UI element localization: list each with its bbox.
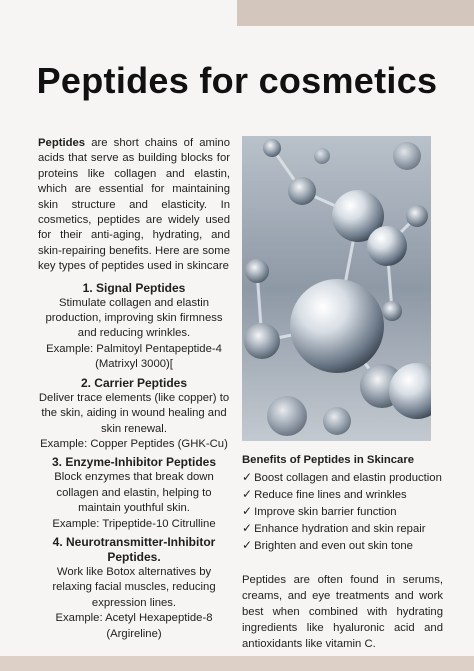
peptide-type-description: Work like Botox alternatives by relaxing facial muscles, reducing expression lines. xyxy=(52,565,216,609)
benefit-text: Enhance hydration and skin repair xyxy=(254,523,426,535)
peptide-type-heading: 2. Carrier Peptides xyxy=(80,375,188,390)
benefit-text: Boost collagen and elastin production xyxy=(254,472,442,484)
intro-text: are short chains of amino acids that serve as building blocks for proteins like collagen and elastin, which are essential for maintaining skin structure and elasticity. In cosmetics, peptides are widely used for their anti-aging, hydrating, and skin-repairing benefits. Here are some key types of peptides used in skincare xyxy=(38,137,230,273)
molecule-spheres-image xyxy=(242,136,431,441)
top-accent-bar xyxy=(237,0,474,26)
peptide-type-example: Example: Tripeptide-10 Citrulline xyxy=(52,517,216,530)
check-icon: ✓ xyxy=(242,521,253,535)
intro-lead: Peptides xyxy=(38,137,86,149)
right-column xyxy=(242,452,442,652)
peptide-type-example: Example: Copper Peptides (GHK-Cu) xyxy=(40,437,228,450)
benefit-item xyxy=(242,520,442,537)
page-title: Peptides for cosmetics xyxy=(36,60,438,101)
peptide-type-example: Example: Acetyl Hexapeptide-8 (Argireline) xyxy=(55,612,213,640)
benefit-item xyxy=(242,486,442,503)
bottom-accent-bar xyxy=(0,656,474,671)
peptide-type-example: Example: Palmitoyl Pentapeptide-4 (Matrixyl 3000)[ xyxy=(46,342,222,371)
peptide-type-heading: 4. Neurotransmitter-Inhibitor Peptides. xyxy=(52,534,216,564)
peptide-type-neurotransmitter-inhibitor xyxy=(38,535,230,642)
benefit-text: Reduce fine lines and wrinkles xyxy=(254,489,407,501)
peptide-type-signal xyxy=(38,281,230,373)
benefit-text: Improve skin barrier function xyxy=(254,506,397,518)
peptide-type-heading: 3. Enzyme-Inhibitor Peptides xyxy=(51,455,217,470)
check-icon: ✓ xyxy=(242,487,253,501)
benefit-item xyxy=(242,537,442,554)
check-icon: ✓ xyxy=(242,504,253,518)
check-icon: ✓ xyxy=(242,470,253,484)
peptide-type-enzyme-inhibitor xyxy=(38,455,230,532)
benefit-item xyxy=(242,503,442,520)
molecule-illustration xyxy=(242,136,431,441)
peptide-type-heading: 1. Signal Peptides xyxy=(82,280,186,295)
closing-paragraph: Peptides are often found in serums, creams, and eye treatments and work best when combined with hydrating ingredients like hyaluronic acid and antioxidants like vitamin C. xyxy=(242,574,443,650)
peptide-type-carrier xyxy=(38,376,230,453)
benefits-heading: Benefits of Peptides in Skincare xyxy=(242,454,415,466)
left-column xyxy=(38,136,230,645)
intro-paragraph xyxy=(38,136,230,275)
peptide-type-description: Deliver trace elements (like copper) to the skin, aiding in wound healing and skin renewal. xyxy=(38,391,230,435)
check-icon: ✓ xyxy=(242,538,253,552)
benefit-item xyxy=(242,469,442,486)
benefit-text: Brighten and even out skin tone xyxy=(254,540,413,552)
peptide-type-description: Stimulate collagen and elastin production, improving skin firmness and reducing wrinkles. xyxy=(45,296,223,340)
peptide-type-description: Block enzymes that break down collagen and elastin, helping to maintain youthful skin. xyxy=(54,471,214,515)
